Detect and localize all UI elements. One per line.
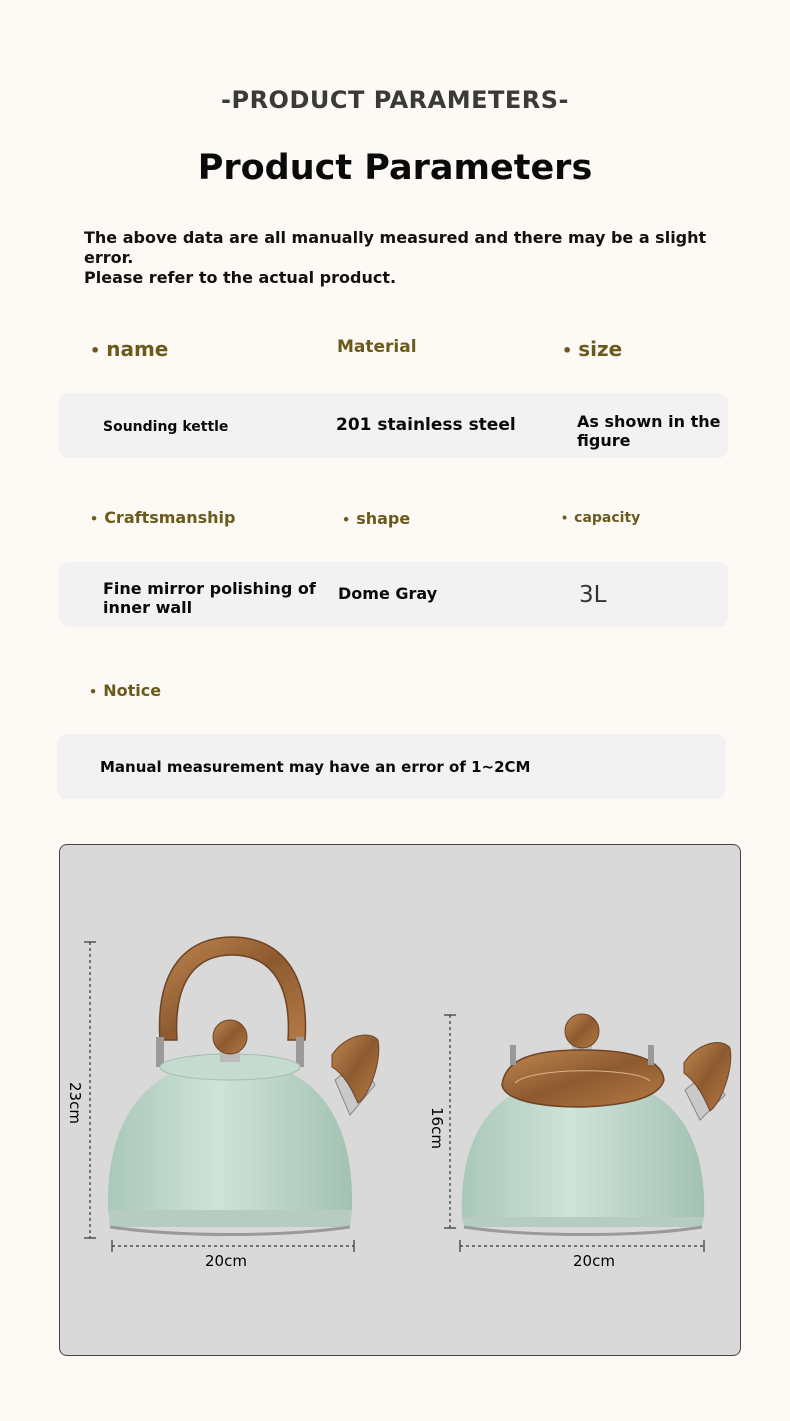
value-notice: Manual measurement may have an error of 1~2CM xyxy=(100,758,531,776)
label-material: Material xyxy=(337,337,417,357)
bullet-icon: • xyxy=(342,513,351,528)
right-height-label: 16cm xyxy=(428,1107,446,1149)
value-size-line-2: figure xyxy=(577,431,631,450)
kettle-illustration xyxy=(60,845,740,1355)
section-subtitle: -PRODUCT PARAMETERS- xyxy=(221,86,569,114)
label-size xyxy=(562,337,622,361)
value-capacity: 3L xyxy=(579,582,607,608)
bullet-icon: • xyxy=(89,685,98,700)
label-shape-text: shape xyxy=(356,509,411,528)
label-notice xyxy=(89,681,161,700)
measurement-note xyxy=(84,228,744,288)
label-name-text: name xyxy=(106,337,169,361)
label-notice-text: Notice xyxy=(103,681,162,700)
left-width-label: 20cm xyxy=(205,1252,247,1270)
value-size-line-1: As shown in the xyxy=(577,412,721,431)
bullet-icon: • xyxy=(561,512,569,525)
label-shape xyxy=(342,509,410,528)
value-craft-line-1: Fine mirror polishing of xyxy=(103,579,316,598)
page-title: Product Parameters xyxy=(197,148,593,188)
value-craftsmanship xyxy=(103,579,316,617)
value-size xyxy=(577,412,720,450)
value-material: 201 stainless steel xyxy=(336,415,516,435)
value-craft-line-2: inner wall xyxy=(103,598,193,617)
label-craftsmanship-text: Craftsmanship xyxy=(104,508,236,527)
left-height-label: 23cm xyxy=(66,1082,84,1124)
bullet-icon: • xyxy=(90,512,99,527)
label-capacity-text: capacity xyxy=(574,510,641,526)
value-shape: Dome Gray xyxy=(338,584,438,603)
bullet-icon: • xyxy=(90,341,101,360)
note-line-1: The above data are all manually measured and there may be a slight error. xyxy=(84,228,707,267)
value-name: Sounding kettle xyxy=(103,419,229,435)
bullet-icon: • xyxy=(562,341,573,360)
label-craftsmanship xyxy=(90,508,235,527)
right-kettle xyxy=(462,1014,731,1235)
label-name xyxy=(90,337,168,361)
label-capacity xyxy=(561,510,640,526)
left-kettle xyxy=(108,937,379,1235)
label-size-text: size xyxy=(578,337,623,361)
right-width-label: 20cm xyxy=(573,1252,615,1270)
note-line-2: Please refer to the actual product. xyxy=(84,268,397,287)
product-dimension-figure xyxy=(59,844,741,1356)
